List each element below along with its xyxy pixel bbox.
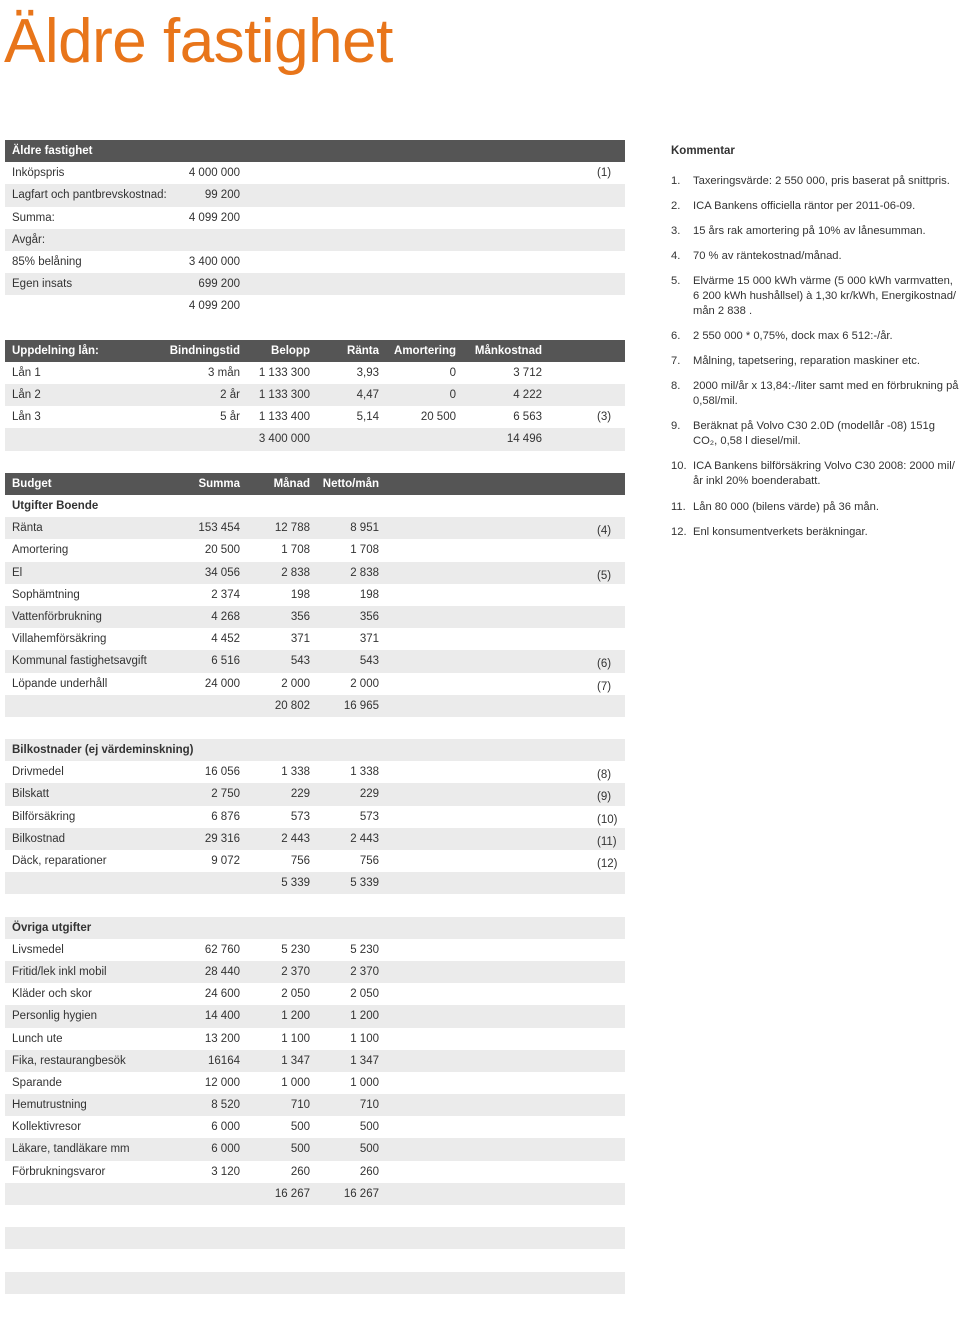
summa: 24 000	[204, 677, 240, 690]
subsection-title: Utgifter Boende	[12, 500, 99, 512]
manad: 371	[290, 633, 310, 646]
table-row	[5, 939, 625, 961]
comment-text: Lån 80 000 (bilens värde) på 36 mån.	[693, 501, 879, 513]
spacer	[5, 318, 625, 340]
netto-man: 1 100	[350, 1032, 379, 1045]
section-header-budget	[5, 473, 625, 495]
belopp: 1 133 400	[258, 411, 310, 424]
table-row	[5, 1072, 625, 1094]
comment-text: 70 % av räntekostnad/månad.	[693, 250, 842, 262]
manad: 1 000	[281, 1076, 310, 1089]
row-label: Drivmedel	[12, 766, 64, 779]
row-label: Inköpspris	[12, 167, 65, 180]
belopp: 1 133 300	[258, 389, 310, 402]
comment-text: 2000 mil/år x 13,84:-/liter samt med en förbrukning på 0,58l/mil.	[693, 380, 959, 407]
table-row	[5, 229, 625, 251]
row-value: 99 200	[204, 189, 240, 202]
footnote-ref: (7)	[597, 680, 612, 693]
netto-man: 2 443	[350, 832, 379, 845]
table-row	[5, 1005, 625, 1027]
mankostnad: 14 496	[506, 433, 542, 446]
bindningstid: 3 mån	[208, 366, 240, 379]
summa: 6 000	[211, 1143, 240, 1156]
table-row	[5, 517, 625, 539]
table-row	[5, 273, 625, 295]
netto-man: 756	[359, 855, 379, 867]
summa: 14 400	[204, 1010, 240, 1023]
comment-number: 9.	[671, 420, 681, 432]
row-label: Personlig hygien	[12, 1010, 98, 1023]
subsection-title: Övriga utgifter	[12, 921, 92, 934]
row-label: Sparande	[12, 1076, 62, 1089]
row-label: Kläder och skor	[12, 988, 92, 1001]
comment-text: ICA Bankens officiella räntor per 2011-06-09.	[693, 200, 916, 212]
netto-man: 356	[359, 610, 379, 623]
manad: 260	[290, 1165, 310, 1178]
row-label: Avgår:	[12, 233, 46, 246]
row-value: 4 000 000	[188, 167, 240, 180]
comment-number: 3.	[671, 225, 681, 237]
bindningstid: 5 år	[220, 411, 240, 424]
ranta: 3,93	[356, 366, 379, 379]
manad: 573	[290, 810, 310, 823]
row-label: Kommunal fastighetsavgift	[12, 655, 147, 668]
amortering: 0	[449, 366, 456, 379]
netto-man: 16 965	[343, 699, 379, 712]
summa: 8 520	[211, 1099, 240, 1112]
netto-man: 500	[359, 1143, 379, 1156]
comment-text: Elvärme 15 000 kWh värme (5 000 kWh varmvatten, 6 200 kWh hushållsel) à 1,30 kr/kWh, Energikostnad/ mån 2 838 .	[693, 275, 957, 317]
comment-text: 15 års rak amortering på 10% av lånesumman.	[693, 225, 926, 237]
summa: 6 000	[211, 1121, 240, 1134]
table-row	[5, 384, 625, 406]
summa: 62 760	[204, 943, 240, 956]
table-row	[5, 184, 625, 206]
comment-number: 10.	[671, 460, 687, 472]
subsection-title: Bilkostnader (ej värdeminskning)	[12, 744, 194, 757]
netto-man: 1 708	[350, 544, 379, 557]
summa: 29 316	[204, 832, 240, 845]
amortering: 20 500	[420, 411, 456, 424]
footnote-ref: (6)	[597, 658, 612, 671]
row-label: Däck, reparationer	[12, 855, 107, 867]
manad: 1 708	[281, 544, 310, 557]
table-row	[5, 207, 625, 229]
row-label: Bilskatt	[12, 788, 50, 801]
summa: 3 120	[211, 1165, 240, 1178]
row-label: Sophämtning	[12, 588, 80, 601]
netto-man: 8 951	[350, 522, 379, 535]
summa: 2 750	[211, 788, 240, 801]
netto-man: 2 000	[350, 677, 379, 690]
netto-man: 543	[359, 655, 379, 668]
manad: 198	[290, 588, 310, 601]
netto-man: 710	[359, 1099, 379, 1112]
netto-man: 2 050	[350, 988, 379, 1001]
table-row	[5, 1161, 625, 1183]
comment-text: ICA Bankens bilförsäkring Volvo C30 2008: 2000 mil/år inkl 20% boenderabatt.	[693, 460, 955, 487]
table-row	[5, 584, 625, 606]
table-row	[5, 1183, 625, 1205]
empty-row	[5, 1205, 625, 1227]
summa: 34 056	[204, 566, 240, 579]
subsection-header	[5, 739, 625, 761]
amortering: 0	[449, 389, 456, 402]
table-row	[5, 628, 625, 650]
row-label: El	[12, 566, 23, 579]
netto-man: 5 339	[350, 877, 379, 890]
row-label: Ränta	[12, 522, 43, 535]
netto-man: 500	[359, 1121, 379, 1134]
netto-man: 16 267	[343, 1187, 379, 1200]
manad: 1 347	[281, 1054, 310, 1067]
table-row	[5, 961, 625, 983]
summa: 20 500	[204, 544, 240, 557]
footnote-ref: (5)	[597, 569, 612, 582]
table-row	[5, 406, 625, 428]
manad: 229	[290, 788, 310, 801]
row-value: 3 400 000	[188, 255, 240, 268]
summa: 6 516	[211, 655, 240, 668]
row-label: Lunch ute	[12, 1032, 63, 1045]
comment-text: Taxeringsvärde: 2 550 000, pris baserat på snittpris.	[693, 175, 950, 187]
comment-number: 7.	[671, 355, 681, 367]
column-header: Uppdelning lån:	[12, 344, 99, 357]
row-label: Lån 3	[12, 411, 41, 424]
budget-table	[5, 140, 625, 1294]
column-header: Månkostnad	[474, 344, 542, 357]
footnote-ref: (4)	[597, 525, 612, 538]
row-label: Fika, restaurangbesök	[12, 1054, 126, 1067]
belopp: 3 400 000	[258, 433, 310, 446]
table-row	[5, 695, 625, 717]
row-label: 85% belåning	[12, 255, 82, 268]
netto-man: 2 370	[350, 965, 379, 978]
netto-man: 1 338	[350, 766, 379, 779]
comment-number: 1.	[671, 175, 681, 187]
table-row	[5, 872, 625, 894]
row-label: Bilkostnad	[12, 832, 66, 845]
row-label: Löpande underhåll	[12, 677, 108, 690]
netto-man: 5 230	[350, 943, 379, 956]
comment-panel	[671, 140, 960, 538]
empty-row	[5, 1272, 625, 1294]
table-row	[5, 806, 625, 828]
row-label: Villahemförsäkring	[12, 633, 107, 646]
netto-man: 573	[359, 810, 379, 823]
manad: 356	[290, 610, 310, 623]
table-row	[5, 783, 625, 805]
ranta: 5,14	[356, 411, 379, 424]
table-row	[5, 562, 625, 584]
row-label: Fritid/lek inkl mobil	[12, 965, 107, 978]
column-header: Amortering	[394, 344, 456, 357]
column-header: Bindningstid	[169, 344, 240, 357]
footnote-ref: (12)	[597, 858, 618, 870]
manad: 2 000	[281, 677, 310, 690]
summa: 2 374	[211, 588, 240, 601]
row-label: Amortering	[12, 544, 69, 557]
summa: 4 452	[211, 633, 240, 646]
row-value: 4 099 200	[188, 300, 240, 313]
footnote-ref: (1)	[597, 167, 612, 180]
ranta: 4,47	[356, 389, 379, 402]
row-label: Läkare, tandläkare mm	[12, 1143, 130, 1156]
row-label: Egen insats	[12, 278, 73, 291]
manad: 1 100	[281, 1032, 310, 1045]
spacer	[5, 451, 625, 473]
spacer	[5, 717, 625, 739]
column-header: Belopp	[271, 344, 310, 357]
table-row	[5, 428, 625, 450]
empty-row	[5, 1249, 625, 1271]
comment-number: 6.	[671, 330, 681, 342]
netto-man: 1 347	[350, 1054, 379, 1067]
row-label: Lån 1	[12, 366, 41, 379]
table-row	[5, 162, 625, 184]
mankostnad: 4 222	[513, 389, 542, 402]
footnote-ref: (11)	[597, 835, 617, 848]
row-label: Kollektivresor	[12, 1121, 82, 1134]
row-value: 4 099 200	[188, 211, 240, 224]
subsection-header	[5, 917, 625, 939]
manad: 500	[290, 1143, 310, 1156]
mankostnad: 6 563	[513, 411, 542, 424]
manad: 5 230	[281, 943, 310, 956]
footnote-ref: (9)	[597, 791, 612, 804]
netto-man: 260	[359, 1165, 379, 1178]
summa: 16164	[208, 1054, 240, 1067]
row-label: Lagfart och pantbrevskostnad:	[12, 189, 167, 202]
table-row	[5, 251, 625, 273]
table-row	[5, 1116, 625, 1138]
row-label: Hemutrustning	[12, 1099, 87, 1112]
comment-number: 12.	[671, 526, 687, 538]
table-row	[5, 650, 625, 672]
manad: 2 838	[281, 566, 310, 579]
table-row	[5, 362, 625, 384]
table-row	[5, 850, 625, 872]
netto-man: 1 000	[350, 1076, 379, 1089]
comment-number: 11.	[671, 501, 686, 513]
row-label: Förbrukningsvaror	[12, 1165, 106, 1178]
table-row	[5, 539, 625, 561]
comment-number: 5.	[671, 275, 681, 287]
comment-number: 4.	[671, 250, 681, 262]
table-row	[5, 295, 625, 317]
summa: 13 200	[204, 1032, 240, 1045]
manad: 2 370	[281, 965, 310, 978]
manad: 20 802	[274, 699, 310, 712]
table-row	[5, 828, 625, 850]
summa: 28 440	[204, 965, 240, 978]
bindningstid: 2 år	[220, 389, 240, 402]
manad: 1 338	[281, 766, 310, 779]
netto-man: 229	[359, 788, 379, 801]
summa: 9 072	[211, 855, 240, 867]
manad: 710	[290, 1099, 310, 1112]
comment-header: Kommentar	[671, 145, 735, 157]
manad: 5 339	[281, 877, 310, 890]
summa: 12 000	[204, 1076, 240, 1089]
manad: 12 788	[274, 522, 310, 535]
manad: 16 267	[274, 1187, 310, 1200]
column-header: Budget	[12, 477, 52, 490]
row-value: 699 200	[198, 278, 240, 291]
column-header: Summa	[198, 477, 240, 490]
netto-man: 2 838	[350, 566, 379, 579]
row-label: Lån 2	[12, 389, 41, 402]
manad: 756	[290, 855, 310, 867]
comment-text: Målning, tapetsering, reparation maskiner etc.	[693, 355, 920, 367]
row-label: Bilförsäkring	[12, 810, 76, 823]
summa: 6 876	[211, 810, 240, 823]
manad: 2 050	[281, 988, 310, 1001]
comment-text: Beräknat på Volvo C30 2.0D (modellår -08) 151g CO₂, 0,58 l diesel/mil.	[693, 420, 935, 447]
empty-row	[5, 1227, 625, 1249]
table-row	[5, 673, 625, 695]
summa: 16 056	[204, 766, 240, 779]
footnote-ref: (8)	[597, 769, 612, 782]
column-header: Månad	[273, 477, 310, 490]
section-header-fastighet	[5, 140, 625, 162]
netto-man: 371	[359, 633, 379, 646]
mankostnad: 3 712	[513, 366, 542, 379]
table-row	[5, 1028, 625, 1050]
belopp: 1 133 300	[258, 366, 310, 379]
section-title: Äldre fastighet	[12, 145, 93, 157]
spacer	[5, 894, 625, 916]
column-header: Ränta	[347, 344, 379, 357]
summa: 4 268	[211, 610, 240, 623]
comment-text: Enl konsumentverkets beräkningar.	[693, 526, 868, 538]
row-label: Livsmedel	[12, 943, 64, 956]
footnote-ref: (10)	[597, 813, 618, 826]
table-row	[5, 761, 625, 783]
comment-number: 2.	[671, 200, 681, 212]
summa: 153 454	[198, 522, 240, 535]
row-label: Summa:	[12, 211, 55, 224]
netto-man: 198	[359, 588, 379, 601]
manad: 2 443	[281, 832, 310, 845]
netto-man: 1 200	[350, 1010, 379, 1023]
table-row	[5, 1094, 625, 1116]
summa: 24 600	[204, 988, 240, 1001]
section-header-lan	[5, 340, 625, 362]
manad: 500	[290, 1121, 310, 1134]
table-row	[5, 983, 625, 1005]
row-label: Vattenförbrukning	[12, 610, 102, 623]
subsection-header	[5, 495, 625, 517]
table-row	[5, 1050, 625, 1072]
manad: 543	[290, 655, 310, 668]
comment-number: 8.	[671, 380, 681, 392]
page-title: Äldre fastighet	[4, 7, 393, 76]
column-header: Netto/mån	[322, 477, 379, 490]
comment-text: 2 550 000 * 0,75%, dock max 6 512:-/år.	[693, 330, 893, 342]
manad: 1 200	[281, 1010, 310, 1023]
footnote-ref: (3)	[597, 411, 612, 424]
table-row	[5, 606, 625, 628]
table-row	[5, 1138, 625, 1160]
